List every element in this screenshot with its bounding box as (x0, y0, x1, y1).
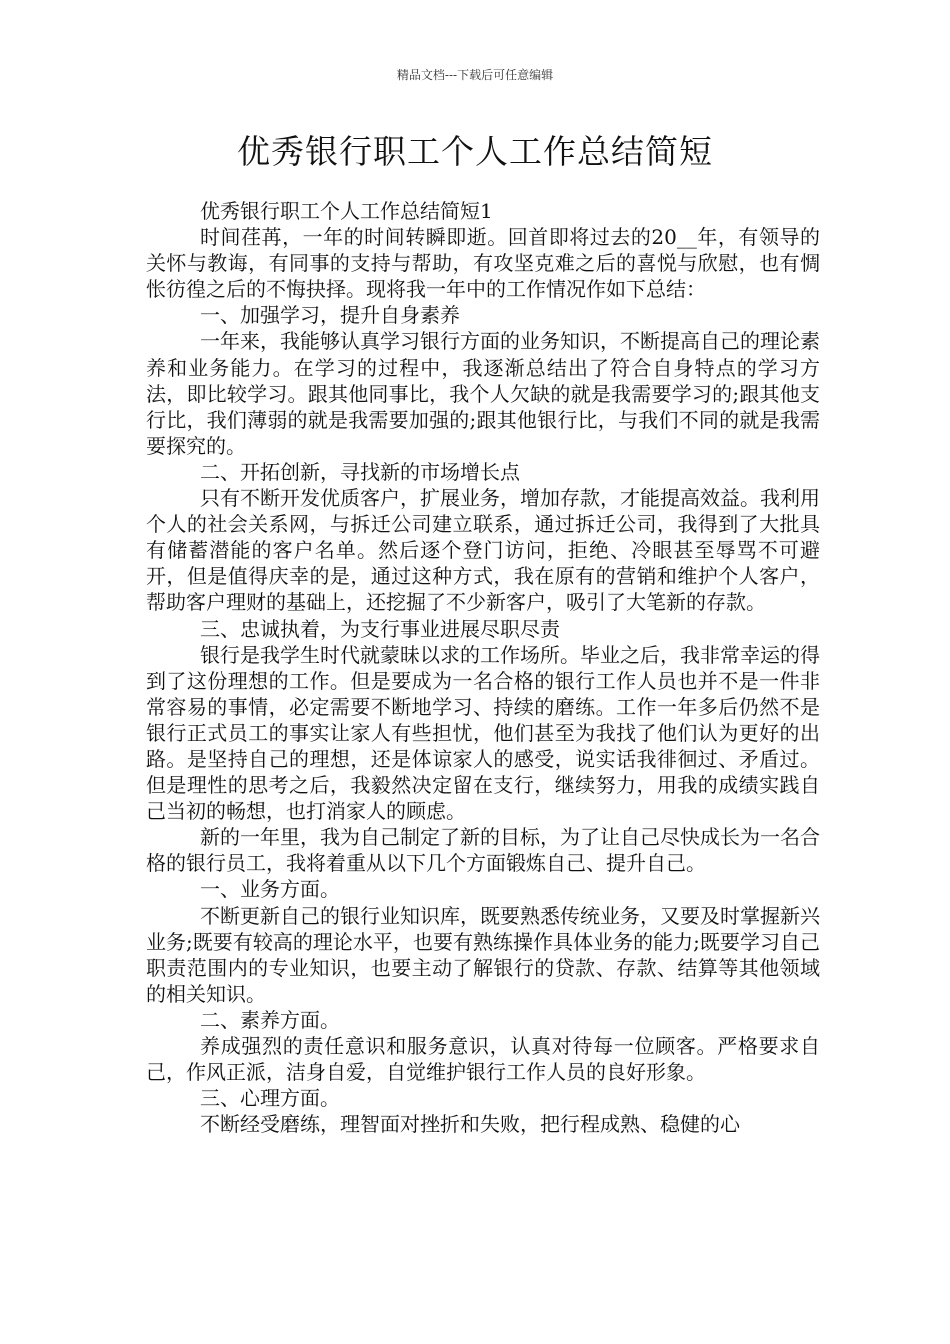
document-title: 优秀银行职工个人工作总结简短 (237, 132, 713, 171)
paragraph-quality: 养成强烈的责任意识和服务意识，认真对待每一位顾客。严格要求自己，作风正派，洁身自爱，自觉维护银行工作人员的良好形象。 (146, 1034, 820, 1085)
paragraph-loyalty: 银行是我学生时代就蒙昧以求的工作场所。毕业之后，我非常幸运的得到了这份理想的工作。但是要成为一名合格的银行工作人员也并不是一件非常容易的事情，必定需要不断地学习、持续的磨练。工作一年多后仍然不是银行正式员工的事实让家人有些担忧，他们甚至为我找了他们认为更好的出路。是坚持自己的理想，还是体谅家人的感受，说实话我徘徊过、矛盾过。但是理性的思考之后，我毅然决定留在支行，继续努力，用我的成绩实践自己当初的畅想，也打消家人的顾虑。 (146, 642, 820, 824)
paragraph-innovation: 只有不断开发优质客户，扩展业务，增加存款，才能提高效益。我利用个人的社会关系网，与拆迁公司建立联系，通过拆迁公司，我得到了大批具有储蓄潜能的客户名单。然后逐个登门访问，拒绝、冷眼甚至辱骂不可避开，但是值得庆幸的是，通过这种方式，我在原有的营销和维护个人客户，帮助客户理财的基础上，还挖掘了不少新客户，吸引了大笔新的存款。 (146, 486, 820, 615)
paragraph-business: 不断更新自己的银行业知识库，既要熟悉传统业务，又要及时掌握新兴业务;既要有较高的理论水平，也要有熟练操作具体业务的能力;既要学习自己职责范围内的专业知识，也要主动了解银行的贷款、存款、结算等其他领域的相关知识。 (146, 903, 820, 1006)
document-body (146, 198, 820, 1137)
heading-quality: 二、素养方面。 (200, 1007, 340, 1032)
paragraph-new-year: 新的一年里，我为自己制定了新的目标，为了让自己尽快成长为一名合格的银行员工，我将着重从以下几个方面锻炼自己、提升自己。 (146, 825, 820, 876)
heading-innovation: 二、开拓创新，寻找新的市场增长点 (200, 459, 520, 484)
heading-business: 一、业务方面。 (200, 877, 340, 902)
paragraph-study: 一年来，我能够认真学习银行方面的业务知识，不断提高自己的理论素养和业务能力。在学习的过程中，我逐渐总结出了符合自身特点的学习方法，即比较学习。跟其他同事比，我个人欠缺的就是我需要学习的;跟其他支行比，我们薄弱的就是我需要加强的;跟其他银行比，与我们不同的就是我需要探究的。 (146, 329, 820, 458)
header-note: 精品文档---下载后可任意编辑 (396, 68, 554, 82)
paragraph-intro: 时间荏苒，一年的时间转瞬即逝。回首即将过去的20__年，有领导的关怀与教诲，有同事的支持与帮助，有攻坚克难之后的喜悦与欣慰，也有惆怅彷徨之后的不悔抉择。现将我一年中的工作情况作如下总结： (146, 225, 820, 302)
heading-psychology: 三、心理方面。 (200, 1086, 340, 1111)
heading-loyalty: 三、忠诚执着，为支行事业进展尽职尽责 (200, 616, 560, 641)
section-subtitle: 优秀银行职工个人工作总结简短1 (200, 199, 493, 223)
heading-study: 一、加强学习，提升自身素养 (200, 303, 460, 328)
paragraph-psychology: 不断经受磨练，理智面对挫折和失败，把行程成熟、稳健的心 (200, 1112, 740, 1137)
